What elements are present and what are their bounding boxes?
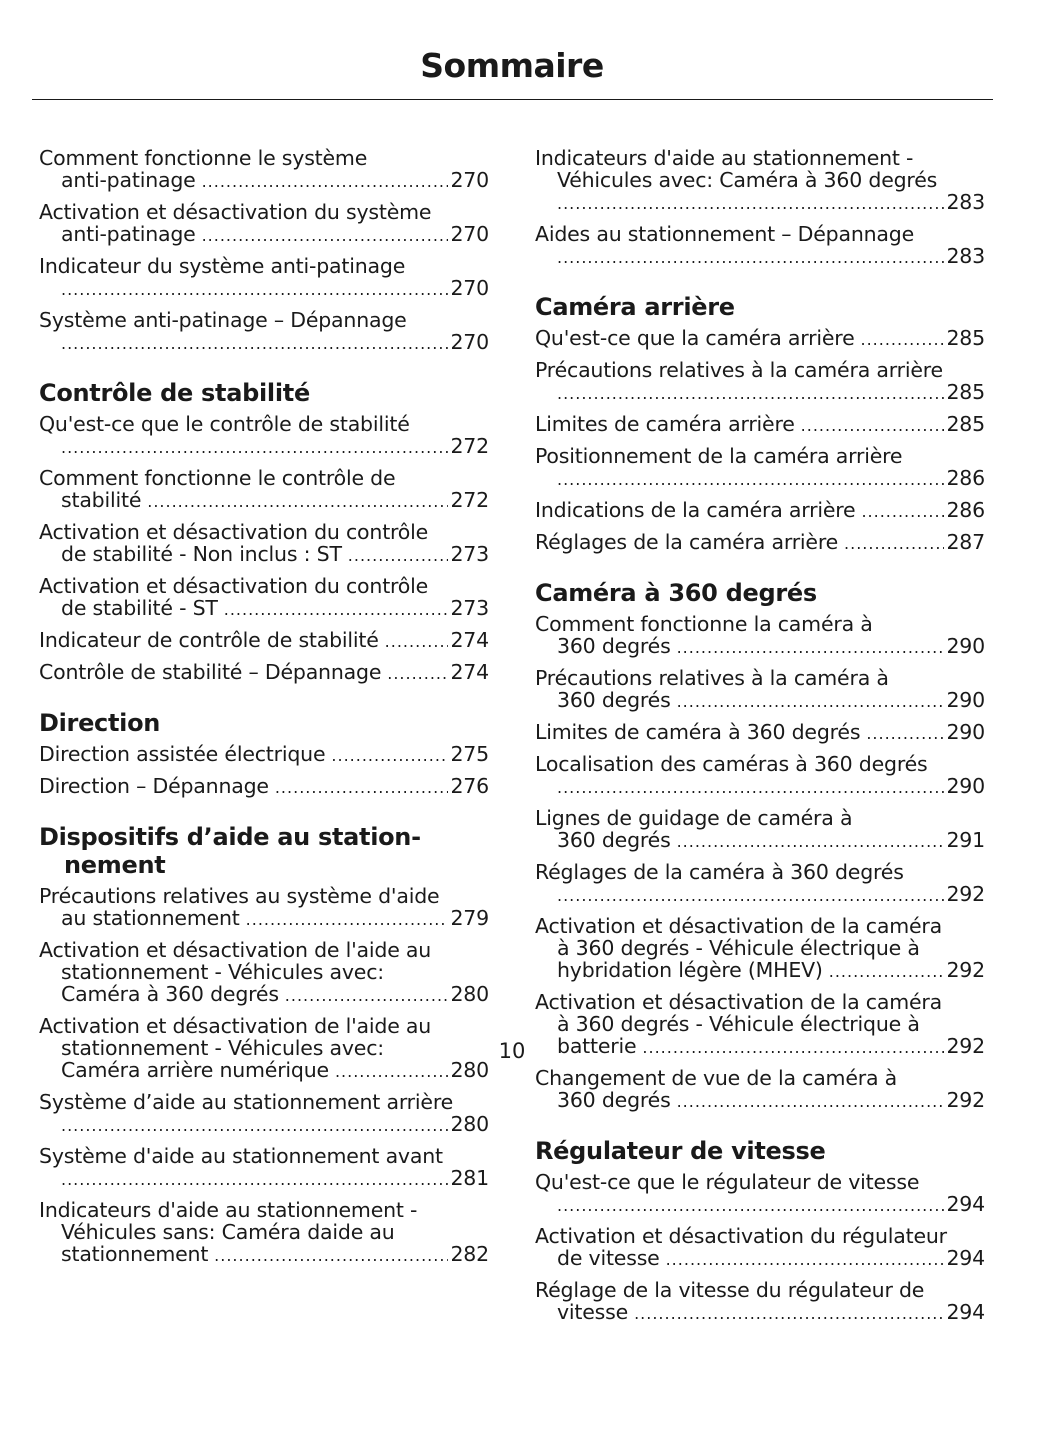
dot-leader bbox=[866, 721, 944, 745]
entry-page-number: 270 bbox=[450, 330, 489, 354]
toc-column-left bbox=[39, 147, 489, 1275]
toc-section bbox=[39, 379, 489, 685]
toc-entry[interactable] bbox=[535, 613, 985, 659]
dot-leader bbox=[202, 223, 449, 247]
dot-leader bbox=[246, 907, 449, 931]
section-heading: Caméra arrière bbox=[535, 293, 735, 321]
entry-leader-line bbox=[535, 381, 985, 405]
dot-leader bbox=[677, 829, 945, 853]
toc-entry[interactable] bbox=[535, 499, 985, 523]
dot-leader bbox=[829, 959, 945, 983]
toc-section bbox=[39, 147, 489, 355]
entry-text-line: Aides au stationnement – Dépannage bbox=[535, 222, 915, 246]
entry-text-line: stationnement - Véhicules avec: bbox=[61, 1036, 384, 1060]
title-divider bbox=[32, 99, 993, 100]
entry-leader-line bbox=[535, 689, 985, 713]
entry-leader-line bbox=[535, 1089, 985, 1113]
entry-page-number: 291 bbox=[946, 828, 985, 852]
entry-page-number: 280 bbox=[450, 982, 489, 1006]
entry-leader-line bbox=[535, 467, 985, 491]
section-heading: Dispositifs d’aide au station-nement bbox=[39, 823, 421, 879]
entry-leader-line bbox=[39, 435, 489, 459]
entry-leader-line bbox=[39, 489, 489, 513]
toc-entry[interactable] bbox=[535, 327, 985, 351]
toc-entry[interactable] bbox=[39, 575, 489, 621]
entry-text-line: 360 degrés bbox=[557, 688, 671, 712]
entry-text-line: Lignes de guidage de caméra à bbox=[535, 806, 853, 830]
entry-text-line: Changement de vue de la caméra à bbox=[535, 1066, 898, 1090]
toc-entry[interactable] bbox=[535, 359, 985, 405]
entry-text-line: anti-patinage bbox=[61, 222, 196, 246]
toc-entry[interactable] bbox=[39, 939, 489, 1007]
entry-text-line: à 360 degrés - Véhicule électrique à bbox=[557, 1012, 920, 1036]
entry-text-line: Véhicules sans: Caméra daide au bbox=[61, 1220, 395, 1244]
entry-text-line: Caméra arrière numérique bbox=[61, 1058, 329, 1082]
entry-leader-line bbox=[39, 775, 489, 799]
toc-entry[interactable] bbox=[535, 1067, 985, 1113]
entry-text-line: Véhicules avec: Caméra à 360 degrés bbox=[557, 168, 938, 192]
dot-leader bbox=[147, 489, 448, 513]
section-heading: Régulateur de vitesse bbox=[535, 1137, 826, 1165]
toc-entry[interactable] bbox=[39, 629, 489, 653]
toc-entry[interactable] bbox=[535, 861, 985, 907]
toc-entry[interactable] bbox=[39, 885, 489, 931]
entry-page-number: 290 bbox=[946, 774, 985, 798]
dot-leader bbox=[557, 191, 944, 215]
entry-page-number: 272 bbox=[450, 434, 489, 458]
entry-text-line: Comment fonctionne le système bbox=[39, 146, 368, 170]
entry-text-line: Activation et désactivation du système bbox=[39, 200, 432, 224]
entry-page-number: 290 bbox=[946, 720, 985, 744]
entry-text-line: Comment fonctionne la caméra à bbox=[535, 612, 873, 636]
entry-text-line: Précautions relatives au système d'aide bbox=[39, 884, 440, 908]
toc-entry[interactable] bbox=[535, 667, 985, 713]
entry-text-line: Positionnement de la caméra arrière bbox=[535, 444, 903, 468]
entry-text-line: Qu'est-ce que le contrôle de stabilité bbox=[39, 412, 410, 436]
entry-leader-line bbox=[535, 499, 985, 523]
dot-leader bbox=[677, 689, 945, 713]
entry-text-line: Activation et désactivation du contrôle bbox=[39, 520, 429, 544]
entry-leader-line bbox=[39, 169, 489, 193]
entry-text-line: stationnement bbox=[61, 1242, 209, 1266]
toc-entry[interactable] bbox=[39, 1091, 489, 1137]
entry-text-line: Système d’aide au stationnement arrière bbox=[39, 1090, 454, 1114]
entry-page-number: 274 bbox=[450, 660, 489, 684]
toc-column-right bbox=[535, 147, 985, 1333]
toc-entry[interactable] bbox=[535, 807, 985, 853]
toc-entry[interactable] bbox=[535, 1171, 985, 1217]
entry-page-number: 279 bbox=[450, 906, 489, 930]
dot-leader bbox=[844, 531, 944, 555]
entry-text-line: anti-patinage bbox=[61, 168, 196, 192]
dot-leader bbox=[61, 277, 448, 301]
dot-leader bbox=[557, 883, 944, 907]
entry-text-line: Indications de la caméra arrière bbox=[535, 498, 856, 522]
dot-leader bbox=[275, 775, 449, 799]
entry-page-number: 283 bbox=[946, 244, 985, 268]
entry-leader-line bbox=[535, 245, 985, 269]
entry-leader-line bbox=[39, 1113, 489, 1137]
toc-entry[interactable] bbox=[535, 223, 985, 269]
entry-text-line: Précautions relatives à la caméra à bbox=[535, 666, 889, 690]
toc-entry[interactable] bbox=[535, 721, 985, 745]
entry-page-number: 292 bbox=[946, 958, 985, 982]
dot-leader bbox=[202, 169, 449, 193]
toc-entry[interactable] bbox=[39, 1199, 489, 1267]
entry-text-line: Indicateur du système anti-patinage bbox=[39, 254, 406, 278]
entry-leader-line bbox=[39, 277, 489, 301]
entry-text-line: Activation et désactivation du régulateur bbox=[535, 1224, 947, 1248]
toc-entry[interactable] bbox=[39, 775, 489, 799]
entry-text-line: Indicateur de contrôle de stabilité bbox=[39, 628, 379, 652]
entry-leader-line bbox=[535, 1247, 985, 1271]
dot-leader bbox=[61, 435, 448, 459]
entry-leader-line bbox=[39, 629, 489, 653]
page-title: Sommaire bbox=[420, 46, 604, 85]
entry-leader-line bbox=[39, 907, 489, 931]
entry-page-number: 286 bbox=[946, 498, 985, 522]
entry-text-line: Qu'est-ce que le régulateur de vitesse bbox=[535, 1170, 920, 1194]
entry-leader-line bbox=[39, 983, 489, 1007]
section-heading: Caméra à 360 degrés bbox=[535, 579, 817, 607]
entry-page-number: 273 bbox=[450, 596, 489, 620]
entry-page-number: 276 bbox=[450, 774, 489, 798]
entry-leader-line bbox=[535, 829, 985, 853]
entry-text-line: hybridation légère (MHEV) bbox=[557, 958, 823, 982]
toc-entry[interactable] bbox=[39, 201, 489, 247]
entry-leader-line bbox=[535, 959, 985, 983]
entry-leader-line bbox=[535, 413, 985, 437]
entry-page-number: 294 bbox=[946, 1300, 985, 1324]
entry-text-line: Précautions relatives à la caméra arrière bbox=[535, 358, 943, 382]
toc-entry[interactable] bbox=[535, 1279, 985, 1325]
entry-page-number: 280 bbox=[450, 1112, 489, 1136]
dot-leader bbox=[677, 635, 945, 659]
entry-text-line: 360 degrés bbox=[557, 634, 671, 658]
dot-leader bbox=[861, 499, 944, 523]
entry-page-number: 287 bbox=[946, 530, 985, 554]
entry-text-line: de vitesse bbox=[557, 1246, 660, 1270]
entry-text-line: Réglage de la vitesse du régulateur de bbox=[535, 1278, 925, 1302]
entry-leader-line bbox=[39, 223, 489, 247]
entry-page-number: 285 bbox=[946, 412, 985, 436]
entry-leader-line bbox=[39, 743, 489, 767]
toc-entry[interactable] bbox=[535, 413, 985, 437]
toc-entry[interactable] bbox=[39, 147, 489, 193]
entry-text-line: stabilité bbox=[61, 488, 142, 512]
entry-page-number: 274 bbox=[450, 628, 489, 652]
entry-page-number: 285 bbox=[946, 326, 985, 350]
dot-leader bbox=[557, 775, 944, 799]
entry-text-line: Indicateurs d'aide au stationnement - bbox=[535, 146, 914, 170]
page-number: 10 bbox=[498, 1039, 526, 1063]
entry-leader-line bbox=[535, 883, 985, 907]
toc-section bbox=[535, 147, 985, 269]
dot-leader bbox=[61, 331, 448, 355]
entry-text-line: Localisation des caméras à 360 degrés bbox=[535, 752, 928, 776]
dot-leader bbox=[557, 245, 944, 269]
section-heading: Direction bbox=[39, 709, 161, 737]
entry-page-number: 270 bbox=[450, 276, 489, 300]
toc-entry[interactable] bbox=[535, 753, 985, 799]
entry-text-line: Limites de caméra à 360 degrés bbox=[535, 720, 861, 744]
entry-text-line: Activation et désactivation de l'aide au bbox=[39, 938, 432, 962]
entry-leader-line bbox=[535, 531, 985, 555]
dot-leader bbox=[214, 1243, 448, 1267]
entry-text-line: Limites de caméra arrière bbox=[535, 412, 795, 436]
entry-page-number: 292 bbox=[946, 1088, 985, 1112]
entry-text-line: Activation et désactivation de l'aide au bbox=[39, 1014, 432, 1038]
toc-entry[interactable] bbox=[39, 743, 489, 767]
entry-text-line: Caméra à 360 degrés bbox=[61, 982, 279, 1006]
toc-entry[interactable] bbox=[535, 1225, 985, 1271]
entry-text-line: Réglages de la caméra à 360 degrés bbox=[535, 860, 904, 884]
entry-leader-line bbox=[39, 597, 489, 621]
entry-page-number: 282 bbox=[450, 1242, 489, 1266]
toc-entry[interactable] bbox=[39, 521, 489, 567]
dot-leader bbox=[387, 661, 448, 685]
entry-text-line: batterie bbox=[557, 1034, 637, 1058]
dot-leader bbox=[557, 381, 944, 405]
entry-text-line: 360 degrés bbox=[557, 1088, 671, 1112]
entry-leader-line bbox=[39, 1167, 489, 1191]
toc-entry[interactable] bbox=[535, 915, 985, 983]
entry-text-line: 360 degrés bbox=[557, 828, 671, 852]
entry-page-number: 270 bbox=[450, 168, 489, 192]
dot-leader bbox=[385, 629, 449, 653]
toc-section bbox=[535, 293, 985, 555]
entry-text-line: Qu'est-ce que la caméra arrière bbox=[535, 326, 855, 350]
section-heading: Contrôle de stabilité bbox=[39, 379, 310, 407]
dot-leader bbox=[224, 597, 449, 621]
entry-page-number: 290 bbox=[946, 688, 985, 712]
entry-page-number: 292 bbox=[946, 882, 985, 906]
entry-leader-line bbox=[39, 1243, 489, 1267]
entry-page-number: 294 bbox=[946, 1246, 985, 1270]
toc-entry[interactable] bbox=[535, 147, 985, 215]
entry-page-number: 273 bbox=[450, 542, 489, 566]
entry-text-line: Direction assistée électrique bbox=[39, 742, 326, 766]
entry-text-line: Indicateurs d'aide au stationnement - bbox=[39, 1198, 418, 1222]
dot-leader bbox=[285, 983, 449, 1007]
toc-entry[interactable] bbox=[39, 309, 489, 355]
entry-leader-line bbox=[535, 775, 985, 799]
entry-leader-line bbox=[39, 543, 489, 567]
dot-leader bbox=[348, 543, 449, 567]
entry-leader-line bbox=[535, 721, 985, 745]
entry-page-number: 292 bbox=[946, 1034, 985, 1058]
entry-text-line: vitesse bbox=[557, 1300, 629, 1324]
entry-text-line: Système d'aide au stationnement avant bbox=[39, 1144, 443, 1168]
dot-leader bbox=[860, 327, 944, 351]
entry-leader-line bbox=[39, 661, 489, 685]
toc-section bbox=[535, 1137, 985, 1325]
dot-leader bbox=[61, 1167, 448, 1191]
entry-page-number: 280 bbox=[450, 1058, 489, 1082]
dot-leader bbox=[61, 1113, 448, 1137]
entry-text-line: Activation et désactivation du contrôle bbox=[39, 574, 429, 598]
dot-leader bbox=[557, 467, 944, 491]
entry-leader-line bbox=[39, 331, 489, 355]
entry-text-line: Direction – Dépannage bbox=[39, 774, 269, 798]
entry-leader-line bbox=[535, 191, 985, 215]
entry-page-number: 286 bbox=[946, 466, 985, 490]
entry-text-line: Réglages de la caméra arrière bbox=[535, 530, 839, 554]
entry-page-number: 270 bbox=[450, 222, 489, 246]
toc-entry[interactable] bbox=[39, 661, 489, 685]
entry-text-line: Comment fonctionne le contrôle de bbox=[39, 466, 396, 490]
toc-entry[interactable] bbox=[535, 531, 985, 555]
toc-section bbox=[535, 579, 985, 1113]
entry-text-line: au stationnement bbox=[61, 906, 240, 930]
entry-leader-line bbox=[535, 327, 985, 351]
entry-page-number: 283 bbox=[946, 190, 985, 214]
entry-leader-line bbox=[535, 1193, 985, 1217]
dot-leader bbox=[801, 413, 945, 437]
toc-entry[interactable] bbox=[535, 445, 985, 491]
toc-entry[interactable] bbox=[39, 413, 489, 459]
toc-entry[interactable] bbox=[39, 467, 489, 513]
entry-text-line: à 360 degrés - Véhicule électrique à bbox=[557, 936, 920, 960]
dot-leader bbox=[677, 1089, 945, 1113]
entry-page-number: 285 bbox=[946, 380, 985, 404]
dot-leader bbox=[666, 1247, 945, 1271]
entry-leader-line bbox=[535, 1301, 985, 1325]
toc-entry[interactable] bbox=[39, 1145, 489, 1191]
dot-leader bbox=[634, 1301, 944, 1325]
toc-entry[interactable] bbox=[39, 255, 489, 301]
entry-page-number: 294 bbox=[946, 1192, 985, 1216]
entry-page-number: 290 bbox=[946, 634, 985, 658]
entry-text-line: Activation et désactivation de la caméra bbox=[535, 914, 942, 938]
entry-text-line: Activation et désactivation de la caméra bbox=[535, 990, 942, 1014]
entry-text-line: stationnement - Véhicules avec: bbox=[61, 960, 384, 984]
entry-leader-line bbox=[535, 635, 985, 659]
dot-leader bbox=[331, 743, 448, 767]
entry-text-line: de stabilité - Non inclus : ST bbox=[61, 542, 342, 566]
entry-text-line: Contrôle de stabilité – Dépannage bbox=[39, 660, 382, 684]
dot-leader bbox=[557, 1193, 944, 1217]
entry-page-number: 275 bbox=[450, 742, 489, 766]
toc-section bbox=[39, 709, 489, 799]
entry-page-number: 272 bbox=[450, 488, 489, 512]
entry-page-number: 281 bbox=[450, 1166, 489, 1190]
entry-text-line: de stabilité - ST bbox=[61, 596, 218, 620]
entry-text-line: Système anti-patinage – Dépannage bbox=[39, 308, 407, 332]
